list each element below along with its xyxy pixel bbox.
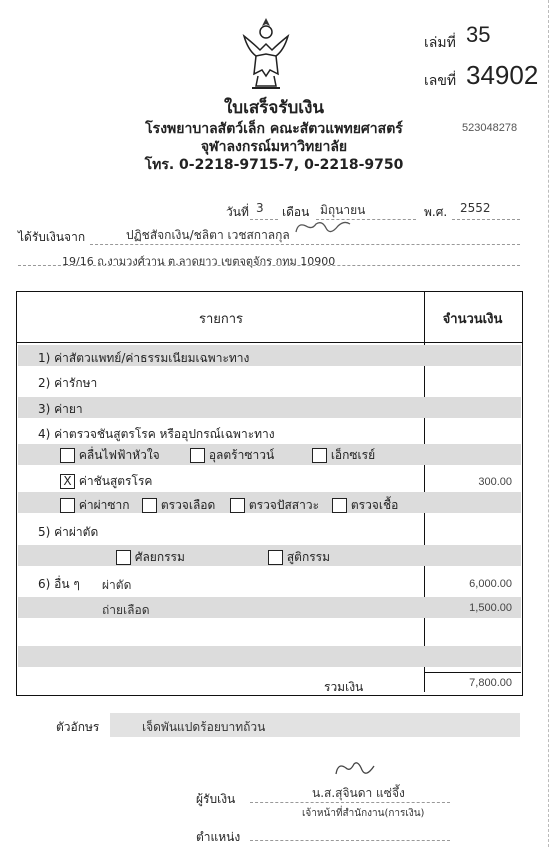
surgery-label: ศัลยกรรม [134,550,185,564]
lab-label: ค่าชันสูตรโรค [78,474,153,488]
lab-checkbox[interactable]: X [60,474,75,489]
receiver-role: เจ้าหน้าที่สำนักงาน(การเงิน) [302,808,425,819]
receiver-underline [250,802,450,803]
day-value: 3 [256,201,264,215]
urine-checkbox[interactable] [230,498,245,513]
lab-amount: 300.00 [478,476,512,488]
total-amount: 7,800.00 [469,677,512,689]
urine-label: ตรวจปัสสาวะ [248,498,320,512]
surgery-option[interactable] [116,548,185,567]
receiver-signature-icon [332,758,380,784]
row-stripe [18,646,521,667]
other-transfusion: ถ่ายเลือด [102,603,150,617]
receipt-number: 34902 [466,60,539,90]
blood-label: ตรวจเลือด [160,498,216,512]
words-value: เจ็ดพันแปดร้อยบาทถ้วน [142,720,266,734]
total-label: รวมเงิน [324,680,364,694]
book-number: 35 [466,22,491,47]
payer-signature-icon [290,218,356,242]
ultrasound-label: อุลตร้าซาวน์ [208,448,275,462]
payer-underline [90,244,520,245]
necropsy-option[interactable] [60,496,130,515]
receiver-name: น.ส.สุจินดา แซ่จึ้ง [312,786,405,800]
ecg-option[interactable] [60,446,160,465]
book-label: เล่มที่ [424,35,456,51]
number-label: เลขที่ [424,73,457,89]
items-column-header: รายการ [198,312,244,327]
month-value: มิถุนายน [320,203,366,217]
item-vet-fee: 1) ค่าสัตวแพทย์/ค่าธรรมเนียมเฉพาะทาง [38,351,250,365]
urine-option[interactable] [230,496,319,515]
amount-column-header: จำนวนเงิน [442,312,503,327]
necropsy-checkbox[interactable] [60,498,75,513]
perforation-line [548,0,549,847]
position-label: ตำแหน่ง [196,830,241,844]
culture-checkbox[interactable] [332,498,347,513]
payer-name: ปฏิชสัจกเงิน/ชลิตา เวชสกาลกุล [126,228,290,242]
necropsy-label: ค่าผ่าซาก [78,498,130,512]
year-value: 2552 [460,201,491,215]
lab-option[interactable] [60,472,152,491]
payer-address: 19/16 ถ.งามวงศ์วาน ต.ลาดยาว เขตจตุจักร กทม 10900 [62,255,336,268]
ecg-checkbox[interactable] [60,448,75,463]
xray-option[interactable] [312,446,375,465]
item-medicine: 3) ค่ายา [38,402,83,416]
item-surgery: 5) ค่าผ่าตัด [38,525,99,539]
xray-label: เอ็กซเรย์ [330,448,376,462]
day-label: วันที่ [226,205,249,219]
other-surgery-amount: 6,000.00 [469,578,512,590]
blood-checkbox[interactable] [142,498,157,513]
ultrasound-checkbox[interactable] [190,448,205,463]
day-underline [250,219,278,220]
year-underline [452,219,520,220]
address-underline [18,265,520,266]
receipt-title: ใบเสร็จรับเงิน [223,98,325,118]
payer-label: ได้รับเงินจาก [18,230,86,244]
row-stripe [18,397,521,418]
item-treatment: 2) ค่ารักษา [38,376,98,390]
table-header-divider [16,342,523,343]
item-diagnostics: 4) ค่าตรวจชันสูตรโรค หรืออุปกรณ์เฉพาะทาง [38,427,275,441]
surgery-checkbox[interactable] [116,550,131,565]
ultrasound-option[interactable] [190,446,274,465]
garuda-emblem-icon [234,14,298,94]
ecg-label: คลื่นไฟฟ้าหัวใจ [78,448,160,462]
serial-number: 523048278 [462,122,518,134]
words-label: ตัวอักษร [56,720,100,734]
org-name: โรงพยาบาลสัตว์เล็ก คณะสัตวแพทยศาสตร์ [145,121,403,137]
month-label: เดือน [282,205,310,219]
obstetric-option[interactable] [268,548,330,567]
obstetric-label: สูติกรรม [286,550,331,564]
year-label: พ.ศ. [424,205,448,219]
item-other: 6) อื่น ๆ [38,577,80,591]
phone-line: โทร. 0-2218-9715-7, 0-2218-9750 [144,157,404,173]
other-surgery: ผ่าตัด [102,578,132,592]
university-name: จุฬาลงกรณ์มหาวิทยาลัย [200,139,348,155]
culture-option[interactable] [332,496,398,515]
position-underline [250,840,450,841]
other-transfusion-amount: 1,500.00 [469,602,512,614]
xray-checkbox[interactable] [312,448,327,463]
blood-option[interactable] [142,496,215,515]
culture-label: ตรวจเชื้อ [350,498,399,512]
obstetric-checkbox[interactable] [268,550,283,565]
receiver-label: ผู้รับเงิน [196,792,236,806]
